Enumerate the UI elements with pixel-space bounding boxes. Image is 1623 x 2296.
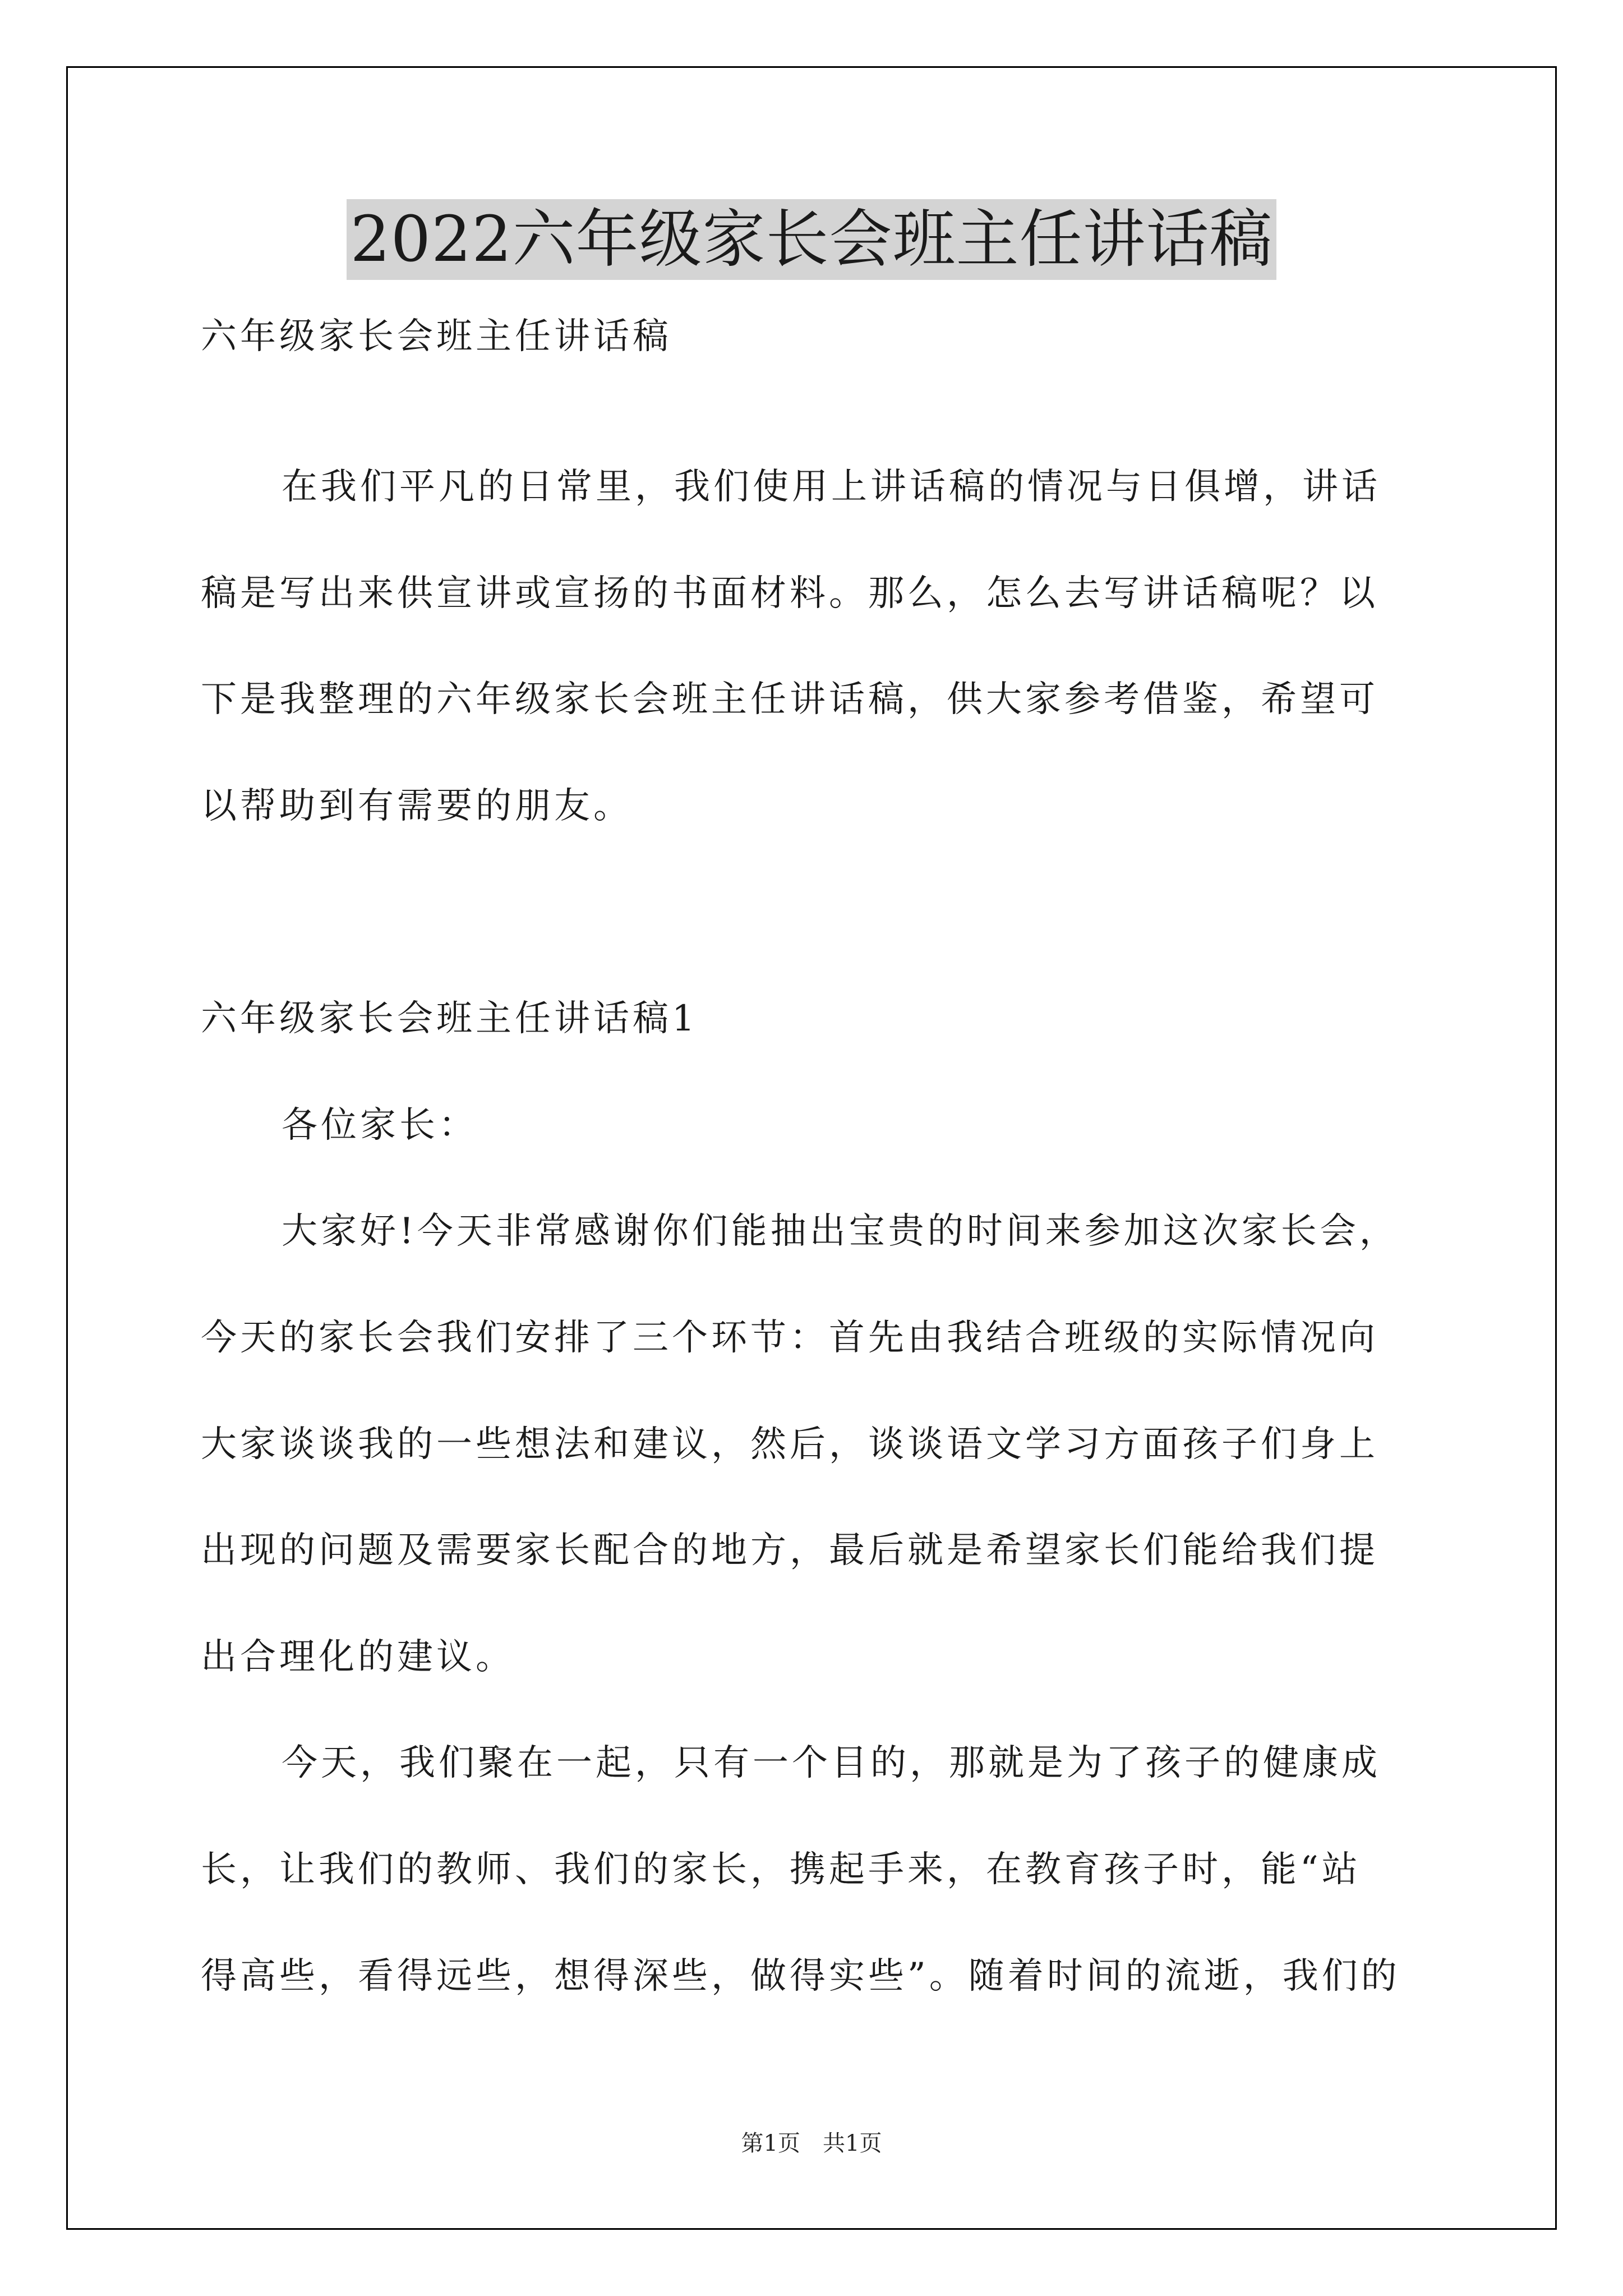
paragraph-line: 大家谈谈我的一些想法和建议，然后，谈谈语文学习方面孩子们身上	[201, 1424, 1378, 1465]
title-container	[0, 199, 1623, 280]
section-heading: 六年级家长会班主任讲话稿1	[201, 998, 698, 1039]
paragraph-line: 长，让我们的教师、我们的家长，携起手来，在教育孩子时，能“站	[201, 1849, 1361, 1890]
paragraph-line: 稿是写出来供宣讲或宣扬的书面材料。那么，怎么去写讲话稿呢？以	[201, 573, 1378, 614]
paragraph-line: 出现的问题及需要家长配合的地方，最后就是希望家长们能给我们提	[201, 1530, 1378, 1571]
paragraph-line: 下是我整理的六年级家长会班主任讲话稿，供大家参考借鉴，希望可	[201, 679, 1378, 720]
paragraph-line: 大家好!今天非常感谢你们能抽出宝贵的时间来参加这次家长会，	[282, 1211, 1399, 1252]
paragraph-line: 以帮助到有需要的朋友。	[201, 785, 633, 827]
subtitle-line: 六年级家长会班主任讲话稿	[201, 316, 672, 357]
page-footer: 第1页 共1页	[741, 2131, 882, 2156]
paragraph-line: 出合理化的建议。	[201, 1636, 515, 1678]
page-border	[66, 66, 1557, 2230]
paragraph-line: 今天，我们聚在一起，只有一个目的，那就是为了孩子的健康成	[282, 1742, 1381, 1784]
document-title: 2022六年级家长会班主任讲话稿	[347, 199, 1276, 280]
paragraph-line: 得高些，看得远些，想得深些，做得实些”。随着时间的流逝，我们的	[201, 1955, 1400, 1997]
paragraph-line: 今天的家长会我们安排了三个环节：首先由我结合班级的实际情况向	[201, 1317, 1378, 1359]
paragraph-line: 在我们平凡的日常里，我们使用上讲话稿的情况与日俱增，讲话	[282, 466, 1381, 508]
paragraph-line: 各位家长：	[282, 1105, 478, 1146]
